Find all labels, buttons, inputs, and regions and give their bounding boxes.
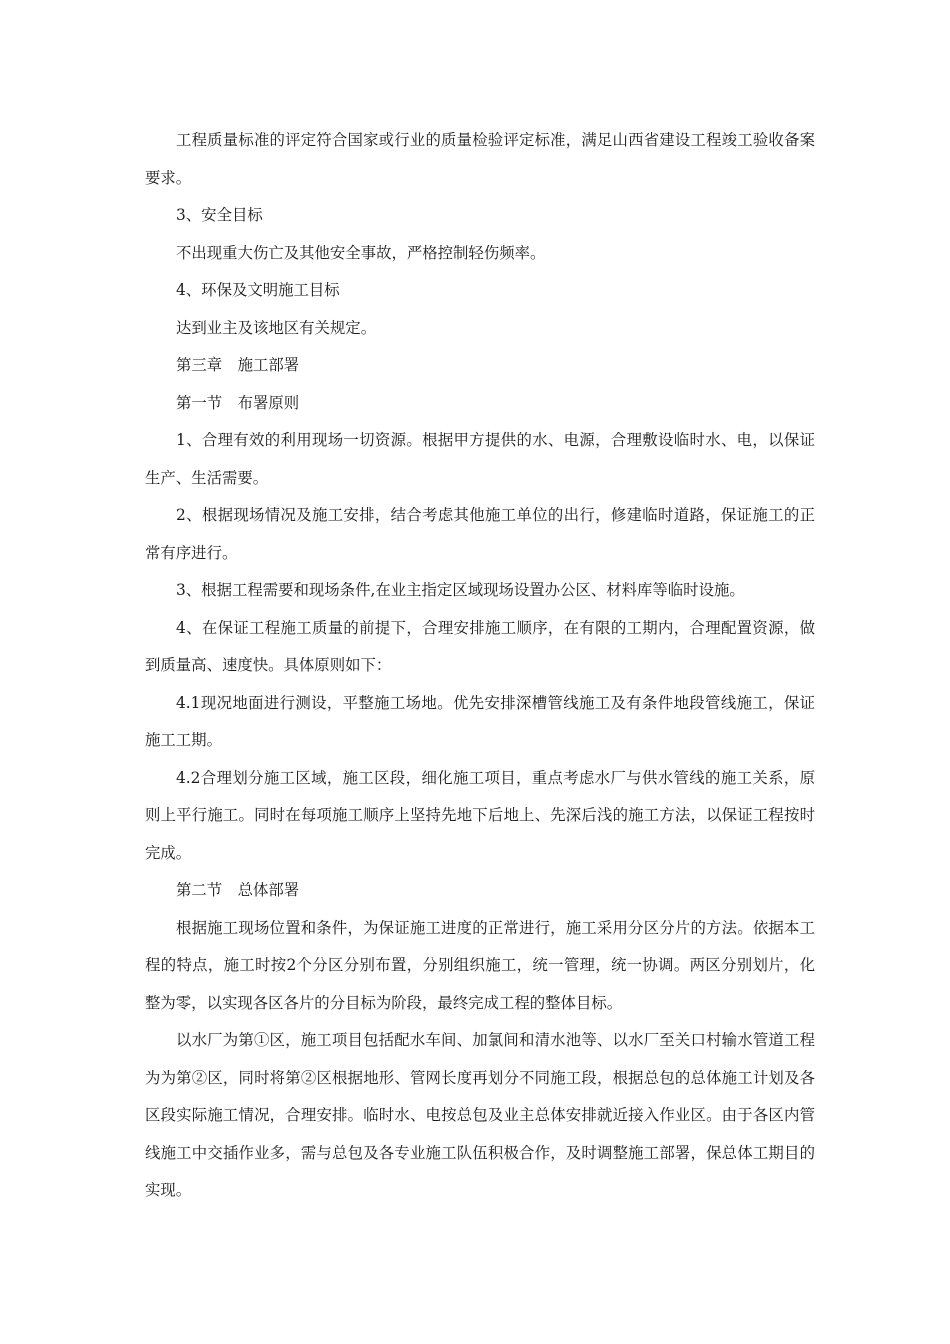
heading-safety-goal: 3、安全目标 — [176, 206, 263, 224]
paragraph-principle-3: 3、根据工程需要和现场条件,在业主指定区域现场设置办公区、材料库等临时设施。 — [176, 581, 745, 599]
paragraph-principle-2: 2、根据现场情况及施工安排，结合考虑其他施工单位的出行，修建临时道路，保证施工的正常有序进行。 — [145, 506, 815, 562]
chapter-heading: 第三章 施工部署 — [176, 356, 300, 374]
section-heading-principles: 第一节 布署原则 — [176, 393, 300, 412]
paragraph-principle-4-2: 4.2合理划分施工区域，施工区段，细化施工项目，重点考虑水厂与供水管线的施工关系，原则上平行施工。同时在每项施工顺序上坚持先地下后地上、先深后浅的施工方法，以保证工程按时完成。 — [145, 768, 815, 862]
paragraph-overall-1: 根据施工现场位置和条件，为保证施工进度的正常进行，施工采用分区分片的方法。依据本工程的特点，施工时按2个分区分别布置，分别组织施工，统一管理，统一协调。两区分别划片，化整为零，以实现各区各片的分目标为阶段，最终完成工程的整体目标。 — [145, 918, 815, 1012]
paragraph-principle-1: 1、合理有效的利用现场一切资源。根据甲方提供的水、电源，合理敷设临时水、电，以保证生产、生活需要。 — [145, 431, 815, 487]
paragraph-safety-goal: 不出现重大伤亡及其他安全事故，严格控制轻伤频率。 — [176, 243, 546, 262]
heading-environment-goal: 4、环保及文明施工目标 — [176, 281, 340, 299]
paragraph-environment-goal: 达到业主及该地区有关规定。 — [176, 318, 377, 337]
paragraph-principle-4-1: 4.1现况地面进行测设，平整施工场地。优先安排深槽管线施工及有条件地段管线施工，保证施工工期。 — [145, 693, 815, 749]
document-body — [145, 122, 815, 1210]
section-heading-overall: 第二节 总体部署 — [176, 881, 300, 899]
paragraph-quality-standard: 工程质量标准的评定符合国家或行业的质量检验评定标准，满足山西省建设工程竣工验收备案要求。 — [145, 131, 815, 187]
paragraph-overall-2: 以水厂为第①区，施工项目包括配水车间、加氯间和清水池等、以水厂至关口村输水管道工程为为第②区，同时将第②区根据地形、管网长度再划分不同施工段，根据总包的总体施工计划及各区段实际施工情况，合理安排。临时水、电按总包及业主总体安排就近接入作业区。由于各区内管线施工中交插作业多，需与总包及各专业施工队伍积极合作，及时调整施工部署，保总体工期目的实现。 — [145, 1031, 815, 1199]
paragraph-principle-4: 4、在保证工程施工质量的前提下，合理安排施工顺序，在有限的工期内，合理配置资源，做到质量高、速度快。具体原则如下： — [145, 618, 815, 674]
